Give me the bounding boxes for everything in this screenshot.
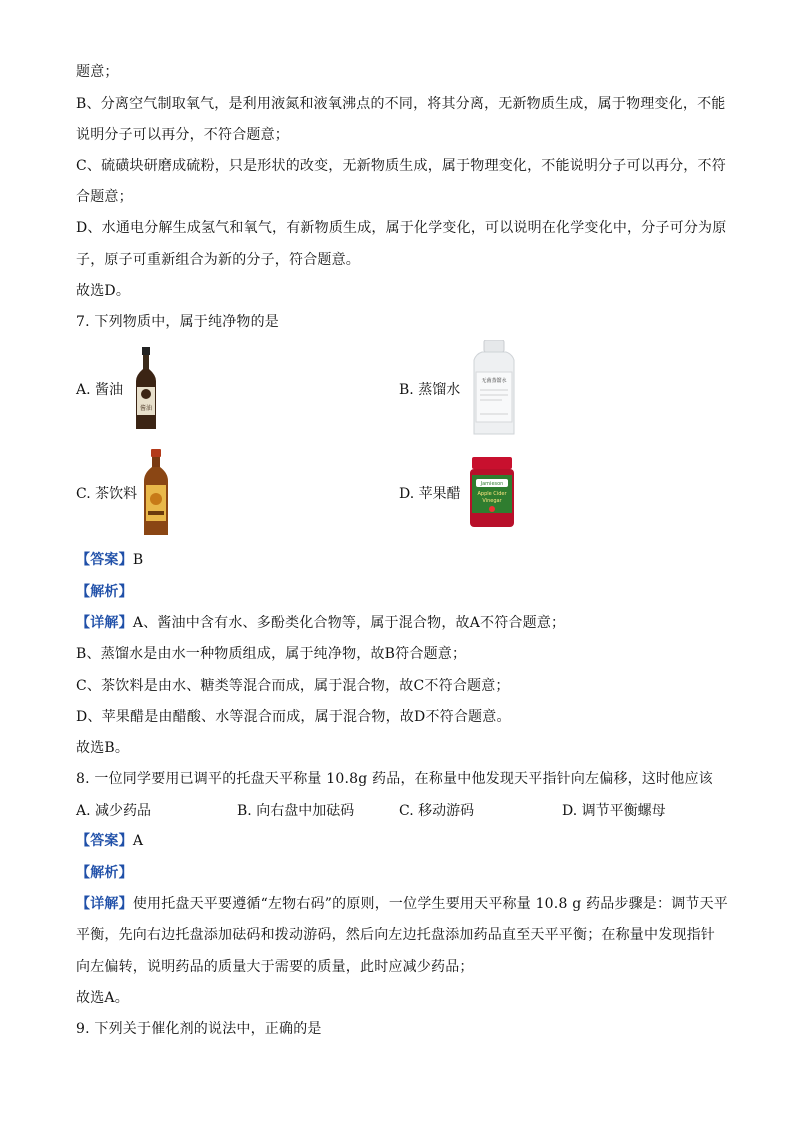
answer-value: B xyxy=(132,552,144,568)
distilled-water-bottle-image xyxy=(468,340,520,436)
answer-value: A xyxy=(132,833,144,849)
vinegar-name-line-1: Apple Cider xyxy=(477,491,507,497)
q7-detail-line xyxy=(76,613,565,633)
q7-option-c: C. 茶饮料 xyxy=(76,486,138,502)
question-7: 7. 下列物质中，属于纯净物的是 xyxy=(76,314,280,330)
text-line: 平衡，先向右边托盘添加砝码和拨动游码，然后向左边托盘添加药品直至天平平衡；在称量中发现指针 xyxy=(76,927,715,943)
text-line: D、苹果醋是由醋酸、水等混合而成，属于混合物，故D不符合题意。 xyxy=(76,709,511,725)
q8-option-c: C. 移动游码 xyxy=(399,803,475,819)
text-line: 说明分子可以再分，不符合题意； xyxy=(76,127,289,143)
text-line: B、分离空气制取氧气，是利用液氮和液氧沸点的不同，将其分离，无新物质生成，属于物理变化，不能 xyxy=(76,96,726,112)
detail-label: 【详解】 xyxy=(76,896,133,912)
text-line: 子，原子可重新组合为新的分子，符合题意。 xyxy=(76,252,360,268)
answer-label: 【答案】 xyxy=(76,833,133,849)
apple-cider-vinegar-bottle-image xyxy=(466,457,518,529)
soy-sauce-bottle-image xyxy=(128,347,164,431)
q7-option-d: D. 苹果醋 xyxy=(399,486,461,502)
text-line: 故选A。 xyxy=(76,990,129,1006)
text-line: D、水通电分解生成氢气和氧气，有新物质生成，属于化学变化，可以说明在化学变化中，分子可分为原 xyxy=(76,220,727,236)
text-line: 题意； xyxy=(76,64,119,80)
q8-option-b: B. 向右盘中加砝码 xyxy=(237,803,355,819)
water-bottle-label: 无菌蒸馏水 xyxy=(481,378,507,384)
text-line: 故选B。 xyxy=(76,740,130,756)
text-line: 故选D。 xyxy=(76,283,131,299)
q8-detail-line xyxy=(76,894,728,914)
q7-answer xyxy=(76,550,143,570)
q8-option-a: A. 减少药品 xyxy=(76,803,152,819)
detail-text: 使用托盘天平要遵循“左物右码”的原则，一位学生要用天平称量 10.8 g 药品步骤是：调节天平 xyxy=(132,896,729,912)
q7-analysis-label: 【解析】 xyxy=(76,584,133,600)
tea-drink-bottle-image xyxy=(138,449,174,537)
q7-option-a: A. 酱油 xyxy=(76,382,124,398)
detail-label: 【详解】 xyxy=(76,615,133,631)
question-9: 9. 下列关于催化剂的说法中，正确的是 xyxy=(76,1021,322,1037)
text-line: 向左偏转，说明药品的质量大于需要的质量，此时应减少药品； xyxy=(76,959,474,975)
question-8: 8. 一位同学要用已调平的托盘天平称量 10.8g 药品，在称量中他发现天平指针向左偏移，这时他应该 xyxy=(76,771,713,787)
q8-option-d: D. 调节平衡螺母 xyxy=(562,803,666,819)
vinegar-brand: Jamieson xyxy=(480,481,504,487)
q7-option-b: B. 蒸馏水 xyxy=(399,382,461,398)
vinegar-name-line-2: Vinegar xyxy=(482,498,502,504)
text-line: 合题意； xyxy=(76,189,133,205)
q8-analysis-label: 【解析】 xyxy=(76,865,133,881)
q8-answer xyxy=(76,831,143,851)
detail-text: A、酱油中含有水、多酚类化合物等，属于混合物，故A不符合题意； xyxy=(132,615,566,631)
text-line: B、蒸馏水是由水一种物质组成，属于纯净物，故B符合题意； xyxy=(76,646,467,662)
text-line: C、茶饮料是由水、糖类等混合而成，属于混合物，故C不符合题意； xyxy=(76,678,510,694)
soy-bottle-label: 酱油 xyxy=(139,405,153,412)
answer-label: 【答案】 xyxy=(76,552,133,568)
text-line: C、硫磺块研磨成硫粉，只是形状的改变，无新物质生成，属于物理变化，不能说明分子可以再分，不符 xyxy=(76,158,726,174)
